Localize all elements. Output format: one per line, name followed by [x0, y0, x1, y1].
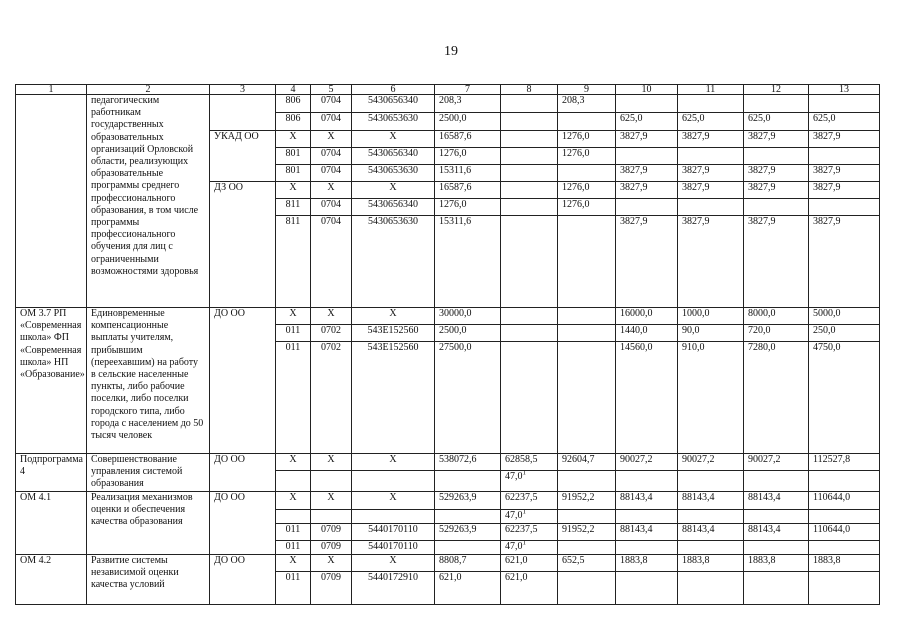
table-cell: [678, 540, 744, 554]
table-cell: [678, 199, 744, 216]
table-cell: [558, 509, 616, 523]
table-cell: X: [311, 454, 352, 471]
table-cell: 2500,0: [435, 113, 501, 131]
table-cell: 011: [276, 523, 311, 540]
table-cell: 5430656340: [352, 95, 435, 113]
table-cell: 1883,8: [744, 554, 809, 571]
table-cell: [501, 165, 558, 182]
table-cell: 91952,2: [558, 523, 616, 540]
table-cell: 538072,6: [435, 454, 501, 471]
table-cell: 92604,7: [558, 454, 616, 471]
table-cell: 0702: [311, 325, 352, 342]
row-description: Единовременные компенсационные выплаты учителям, прибывшим (переехавшим) на работу в сельские населенные пункты, либо рабочие поселки, либо поселки городского типа, либо города с населением до 50 тысяч человек: [87, 308, 210, 454]
table-cell: 3827,9: [678, 131, 744, 148]
row-org: [210, 95, 276, 131]
table-cell: 16587,6: [435, 182, 501, 199]
table-cell: 1883,8: [616, 554, 678, 571]
table-cell: [311, 509, 352, 523]
table-cell: 8000,0: [744, 308, 809, 325]
table-cell: 2500,0: [435, 325, 501, 342]
column-header: 12: [744, 85, 809, 95]
table-cell: 910,0: [678, 342, 744, 454]
footnote-mark: 1: [522, 540, 526, 547]
table-cell: 543Е152560: [352, 342, 435, 454]
table-cell: [809, 95, 880, 113]
table-cell: 011: [276, 540, 311, 554]
table-cell: X: [276, 308, 311, 325]
table-cell: [616, 95, 678, 113]
page-number: 19: [444, 44, 458, 59]
table-cell: 806: [276, 95, 311, 113]
row-description: Реализация механизмов оценки и обеспечения качества образования: [87, 491, 210, 554]
row-org: ДО ОО: [210, 454, 276, 492]
table-cell: 15311,6: [435, 216, 501, 308]
table-cell: 5440170110: [352, 540, 435, 554]
table-cell: 811: [276, 216, 311, 308]
table-cell: 1276,0: [558, 131, 616, 148]
table-cell: 88143,4: [678, 523, 744, 540]
row-org: ДО ОО: [210, 554, 276, 604]
row-description: Совершенствование управления системой образования: [87, 454, 210, 492]
table-cell: X: [276, 182, 311, 199]
table-cell: 0704: [311, 113, 352, 131]
table-cell: 0709: [311, 571, 352, 604]
table-cell: 1276,0: [558, 199, 616, 216]
table-cell: 8808,7: [435, 554, 501, 571]
table-cell: [501, 308, 558, 325]
table-cell: [809, 148, 880, 165]
row-description: педагогическим работникам государственных образовательных организаций Орловской области, реализующих образовательные программы среднего профессионального образования, в том числе программы профессионального обучения для лиц с ограниченными возможностями здоровья: [87, 95, 210, 308]
table-cell: [558, 165, 616, 182]
table-cell: 90027,2: [744, 454, 809, 471]
column-header: 2: [87, 85, 210, 95]
table-cell: 0704: [311, 95, 352, 113]
column-header: 13: [809, 85, 880, 95]
table-cell: 5430653630: [352, 216, 435, 308]
table-cell: X: [352, 554, 435, 571]
table-cell: 5440170110: [352, 523, 435, 540]
table-cell: 3827,9: [616, 131, 678, 148]
table-cell: 3827,9: [809, 131, 880, 148]
column-header: 7: [435, 85, 501, 95]
table-cell: 3827,9: [678, 216, 744, 308]
column-header: 9: [558, 85, 616, 95]
table-cell: X: [352, 131, 435, 148]
table-cell: 811: [276, 199, 311, 216]
table-cell: 0709: [311, 523, 352, 540]
column-header: 4: [276, 85, 311, 95]
table-cell: [558, 342, 616, 454]
table-cell: [678, 571, 744, 604]
row-code: ОМ 4.2: [16, 554, 87, 604]
table-cell: 250,0: [809, 325, 880, 342]
table-cell: 47,0$^1$: [501, 540, 558, 554]
table-cell: 3827,9: [616, 182, 678, 199]
table-cell: [558, 216, 616, 308]
table-cell: [809, 540, 880, 554]
table-cell: 3827,9: [744, 131, 809, 148]
table-cell: 3827,9: [744, 216, 809, 308]
row-code: Подпрограмма 4: [16, 454, 87, 492]
table-cell: [501, 216, 558, 308]
table-cell: 3827,9: [809, 165, 880, 182]
table-cell: 62858,5: [501, 454, 558, 471]
table-cell: 652,5: [558, 554, 616, 571]
table-cell: 1883,8: [678, 554, 744, 571]
table-cell: X: [352, 182, 435, 199]
table-cell: 90027,2: [616, 454, 678, 471]
table-cell: [352, 471, 435, 491]
footnote-mark: 1: [522, 509, 526, 516]
table-cell: X: [311, 182, 352, 199]
table-cell: 3827,9: [809, 216, 880, 308]
table-cell: 4750,0: [809, 342, 880, 454]
table-cell: 27500,0: [435, 342, 501, 454]
table-cell: [616, 571, 678, 604]
table-cell: [678, 95, 744, 113]
table-cell: 621,0: [501, 571, 558, 604]
table-cell: 88143,4: [616, 523, 678, 540]
table-cell: 91952,2: [558, 491, 616, 509]
table-cell: [809, 509, 880, 523]
table-cell: [616, 148, 678, 165]
table-cell: 1276,0: [558, 182, 616, 199]
table-cell: X: [352, 491, 435, 509]
table-cell: [276, 471, 311, 491]
table-cell: [744, 199, 809, 216]
table-cell: 3827,9: [678, 182, 744, 199]
table-cell: X: [276, 491, 311, 509]
table-cell: X: [276, 454, 311, 471]
table-cell: 1276,0: [435, 148, 501, 165]
row-org: ДЗ ОО: [210, 182, 276, 308]
table-cell: X: [311, 554, 352, 571]
table-cell: 88143,4: [744, 523, 809, 540]
table-cell: [558, 471, 616, 491]
table-cell: X: [352, 454, 435, 471]
row-code: ОМ 3.7 РП «Современная школа» ФП «Современная школа» НП «Образование»: [16, 308, 87, 454]
table-cell: 14560,0: [616, 342, 678, 454]
column-header: 3: [210, 85, 276, 95]
table-row: [16, 454, 880, 471]
table-cell: 1276,0: [435, 199, 501, 216]
table-cell: 3827,9: [616, 165, 678, 182]
table-cell: [744, 571, 809, 604]
table-cell: 3827,9: [678, 165, 744, 182]
table-cell: 3827,9: [744, 182, 809, 199]
table-cell: 011: [276, 571, 311, 604]
table-cell: 0704: [311, 148, 352, 165]
column-header: 5: [311, 85, 352, 95]
table-cell: X: [311, 491, 352, 509]
table-cell: [616, 540, 678, 554]
table-cell: X: [352, 308, 435, 325]
table-cell: 5430656340: [352, 199, 435, 216]
budget-table: [15, 84, 880, 605]
row-org: УКАД ОО: [210, 131, 276, 182]
table-cell: 5430653630: [352, 165, 435, 182]
table-cell: [616, 509, 678, 523]
table-cell: 011: [276, 342, 311, 454]
table-cell: [501, 325, 558, 342]
table-cell: 801: [276, 165, 311, 182]
table-cell: 16000,0: [616, 308, 678, 325]
table-cell: 5430653630: [352, 113, 435, 131]
table-cell: [501, 199, 558, 216]
table-cell: [809, 199, 880, 216]
table-cell: 720,0: [744, 325, 809, 342]
table-row: [16, 491, 880, 509]
footnote-mark: 1: [522, 470, 526, 477]
table-cell: 625,0: [678, 113, 744, 131]
table-cell: 529263,9: [435, 523, 501, 540]
table-cell: 3827,9: [616, 216, 678, 308]
table-cell: 208,3: [435, 95, 501, 113]
column-header: 6: [352, 85, 435, 95]
table-cell: 30000,0: [435, 308, 501, 325]
table-cell: 90027,2: [678, 454, 744, 471]
table-cell: 88143,4: [744, 491, 809, 509]
table-cell: 801: [276, 148, 311, 165]
table-cell: 3827,9: [744, 165, 809, 182]
column-header: 11: [678, 85, 744, 95]
table-cell: 625,0: [809, 113, 880, 131]
table-cell: 5430656340: [352, 148, 435, 165]
column-header: 8: [501, 85, 558, 95]
column-header: 10: [616, 85, 678, 95]
column-header: 1: [16, 85, 87, 95]
table-cell: 625,0: [616, 113, 678, 131]
row-org: ДО ОО: [210, 491, 276, 554]
table-cell: 112527,8: [809, 454, 880, 471]
table-cell: [558, 113, 616, 131]
table-cell: [809, 571, 880, 604]
table-cell: [435, 471, 501, 491]
row-code: [16, 95, 87, 308]
table-cell: 5000,0: [809, 308, 880, 325]
table-cell: [435, 540, 501, 554]
table-cell: [558, 325, 616, 342]
table-cell: [501, 131, 558, 148]
table-body: [16, 85, 880, 605]
table-cell: 625,0: [744, 113, 809, 131]
table-cell: 1000,0: [678, 308, 744, 325]
row-description: Развитие системы независимой оценки качества условий: [87, 554, 210, 604]
table-cell: 1276,0: [558, 148, 616, 165]
table-row: [16, 554, 880, 571]
table-cell: [744, 95, 809, 113]
table-cell: [616, 471, 678, 491]
table-cell: [744, 148, 809, 165]
table-cell: 621,0: [435, 571, 501, 604]
table-cell: X: [276, 131, 311, 148]
table-cell: 88143,4: [678, 491, 744, 509]
table-cell: [558, 571, 616, 604]
table-row: [16, 85, 880, 95]
table-cell: 15311,6: [435, 165, 501, 182]
table-cell: 011: [276, 325, 311, 342]
table-cell: [678, 148, 744, 165]
row-code: ОМ 4.1: [16, 491, 87, 554]
table-cell: 16587,6: [435, 131, 501, 148]
table-cell: [678, 471, 744, 491]
table-cell: X: [311, 308, 352, 325]
table-cell: 110644,0: [809, 523, 880, 540]
table-row: [16, 95, 880, 113]
table-cell: 0702: [311, 342, 352, 454]
table-cell: 62237,5: [501, 491, 558, 509]
table-cell: 1883,8: [809, 554, 880, 571]
table-cell: [501, 113, 558, 131]
table-cell: [616, 199, 678, 216]
table-cell: [558, 308, 616, 325]
table-cell: [311, 471, 352, 491]
table-cell: 90,0: [678, 325, 744, 342]
table-cell: [352, 509, 435, 523]
table-cell: [744, 471, 809, 491]
table-cell: 0709: [311, 540, 352, 554]
table-cell: 7280,0: [744, 342, 809, 454]
table-row: [16, 308, 880, 325]
table-cell: X: [311, 131, 352, 148]
table-cell: [276, 509, 311, 523]
table-cell: [501, 95, 558, 113]
table-cell: 5440172910: [352, 571, 435, 604]
table-cell: 47,0$^1$: [501, 471, 558, 491]
table-cell: [501, 182, 558, 199]
table-cell: 3827,9: [809, 182, 880, 199]
table-cell: 47,0$^1$: [501, 509, 558, 523]
table-cell: [744, 540, 809, 554]
table-cell: 0704: [311, 199, 352, 216]
table-cell: 806: [276, 113, 311, 131]
table-cell: 208,3: [558, 95, 616, 113]
table-cell: 543Е152560: [352, 325, 435, 342]
table-cell: 0704: [311, 216, 352, 308]
table-cell: 621,0: [501, 554, 558, 571]
table-cell: 62237,5: [501, 523, 558, 540]
table-cell: [744, 509, 809, 523]
table-cell: 529263,9: [435, 491, 501, 509]
table-cell: 0704: [311, 165, 352, 182]
table-cell: [678, 509, 744, 523]
table-cell: 1440,0: [616, 325, 678, 342]
table-cell: 88143,4: [616, 491, 678, 509]
row-org: ДО ОО: [210, 308, 276, 454]
table-cell: [558, 540, 616, 554]
table-cell: X: [276, 554, 311, 571]
table-cell: 110644,0: [809, 491, 880, 509]
table-cell: [809, 471, 880, 491]
table-cell: [435, 509, 501, 523]
table-cell: [501, 342, 558, 454]
table-cell: [501, 148, 558, 165]
